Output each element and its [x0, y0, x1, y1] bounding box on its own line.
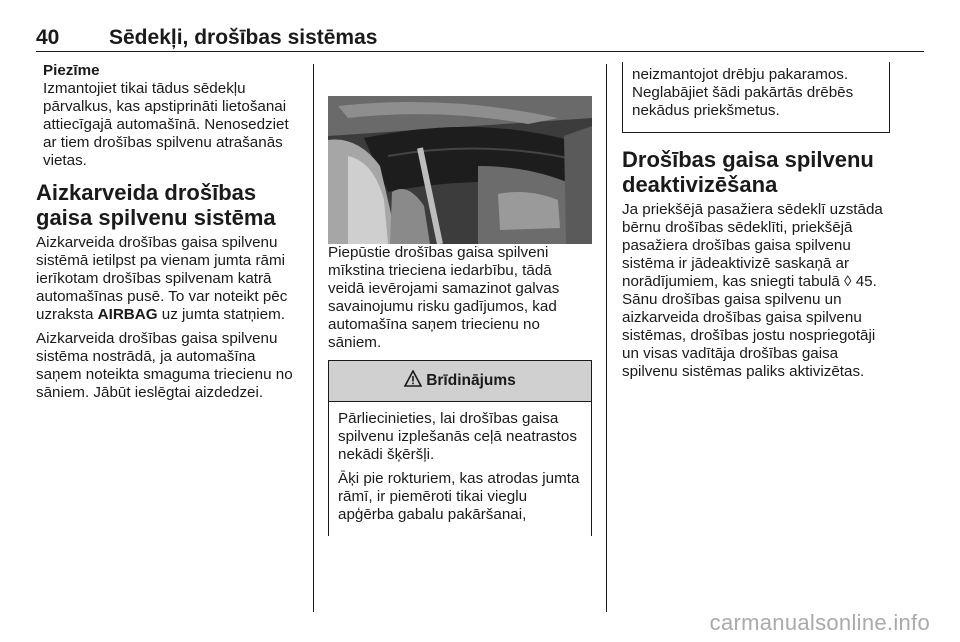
page-number: 40 [36, 26, 60, 49]
warning-box [328, 360, 592, 536]
paragraph-curtain-1: Aizkarveida drošības gaisa spilvenu sistēmā ietilpst pa vienam jumta rāmi ierīkotam drošības spilvenam katrā automašīnas pusē. To var noteikt pēc uzraksta AIRBAG uz jumta statņiem. [36, 234, 288, 323]
warning-title: Brīdinājums [426, 372, 516, 389]
column-right [622, 62, 890, 381]
warning-paragraph-1: Pārliecinieties, lai drošības gaisa spilvenu izplešanās ceļā neatrastos nekādi šķēršļi. [338, 410, 577, 463]
column-divider-1 [313, 64, 314, 612]
warning-box-continued [622, 62, 890, 133]
section-heading-curtain-airbag: Aizkarveida drošības gaisa spilvenu sistēma [36, 180, 276, 230]
warning-triangle-icon [404, 370, 422, 392]
warning-header [329, 361, 591, 402]
page-reference-icon: ◊ [844, 273, 852, 290]
watermark: carmanualsonline.info [709, 610, 930, 635]
header-rule [36, 51, 924, 52]
warning-continued-text: neizmantojot drēbju pakaramos. Neglabājiet šādi pakārtās drēbēs nekādus priekšmetus. [632, 66, 854, 119]
note-text: Izmantojiet tikai tādus sēdekļu pārvalkus, kas apstiprināti lietošanai attiecīgajā automašīnā. Nenosedziet ar tiem drošības spilvenu atrašanās vietas. [43, 80, 289, 169]
column-divider-2 [606, 64, 607, 612]
page-reference-link[interactable]: 45 [855, 273, 873, 290]
paragraph-deactivation: Ja priekšējā pasažiera sēdeklī uzstāda bērnu drošības sēdeklīti, priekšējā pasažiera drošības gaisa spilvenu sistēma ir jādeaktivizē saskaņā ar norādījumiem, kas sniegti tabulā ◊ 45. Sānu drošības gaisa spilvenu un aizkarveida drošības gaisa spilvenu sistēmas, drošības jostu nospriegotāji un visas vadītāja drošības gaisa spilvenu sistēmas paliks aktivizētas. [622, 201, 883, 380]
column-middle [328, 62, 592, 536]
section-heading-deactivation: Drošības gaisa spilvenu deaktivizēšana [622, 147, 874, 197]
car-interior-illustration [328, 96, 592, 244]
page-header [36, 26, 377, 50]
curtain-airbag-photo [328, 96, 592, 244]
warning-body [329, 402, 591, 536]
airbag-label: AIRBAG [97, 306, 158, 323]
photo-caption: Piepūstie drošības gaisa spilveni mīkstina trieciena iedarbību, tādā veidā ievērojami samazinot galvas savainojumu risku gadījumos, kad automašīna saņem triecienu no sāniem. [328, 244, 560, 351]
note-box [36, 62, 300, 170]
column-left [36, 62, 300, 402]
note-title: Piezīme [43, 62, 100, 79]
warning-paragraph-2: Āķi pie rokturiem, kas atrodas jumta rāmī, ir piemēroti tikai vieglu apģērba gabalu pakāršanai, [338, 470, 580, 523]
paragraph-curtain-2: Aizkarveida drošības gaisa spilvenu sistēma nostrādā, ja automašīna saņem noteikta smaguma triecienu no sāniem. Jābūt ieslēgtai aizdedzei. [36, 330, 293, 401]
page-title: Sēdekļi, drošības sistēmas [109, 26, 378, 49]
